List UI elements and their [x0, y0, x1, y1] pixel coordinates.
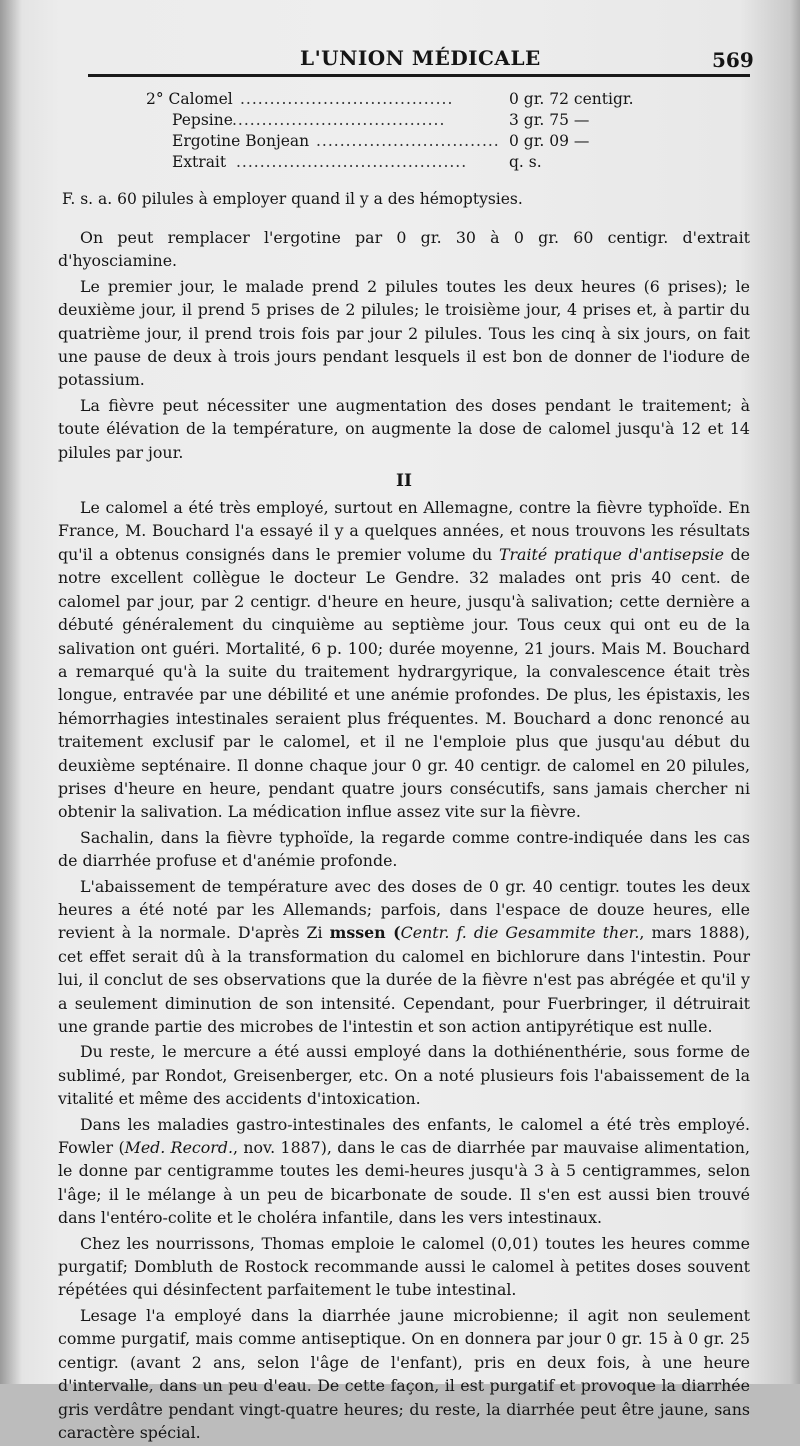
paragraph-text: L'abaissement de température avec des doses de 0 gr. 40 centigr. toutes les deux heures a été noté par les Allemands; parfois, dans l'espace de douze heures, elle revient à la normale. D'après Zi: [58, 876, 750, 943]
paragraph-text: Le calomel a été très employé, surtout en Allemagne, contre la fièvre typhoïde. En France, M. Bouchard l'a essayé il y a quelques années, et nous trouvons les résultats qu'il a obtenus consignés dans le premier volume du: [58, 498, 750, 564]
leader-dots: ...............................: [316, 132, 500, 150]
paragraph: [58, 1113, 750, 1230]
prescription: [0, 90, 800, 174]
prescription-line: [0, 90, 800, 111]
prescription-quantity: q. s.: [509, 153, 542, 171]
journal-reference: Med. Record.: [124, 1138, 233, 1158]
leader-dots: .......................................: [236, 153, 468, 171]
prescription-line: [0, 132, 800, 153]
prescription-item-name: Pepsine: [172, 111, 233, 129]
paragraph-text: Dans les maladies gastro-intestinales des enfants, le calomel a été très employé. Fowler (: [58, 1114, 750, 1158]
leader-dots: ....................................: [232, 111, 446, 129]
article-body: [58, 226, 750, 1446]
paragraph: Le premier jour, le malade prend 2 pilules toutes les deux heures (6 prises); le deuxième jour, il prend 5 prises de 2 pilules; le troisième jour, 4 prises et, à partir du quatrième jour, il prend trois fois par jour 2 pilules. Tous les cinq à six jours, on fait une pause de deux à trois jours pendant lesquels il est bon de donner de l'iodure de potassium.: [58, 276, 750, 390]
prescription-quantity: 0 gr. 09 —: [509, 132, 590, 150]
paragraph: [58, 496, 750, 824]
paragraph: Sachalin, dans la fièvre typhoïde, la regarde comme contre-indiquée dans les cas de diarrhée profuse et d'anémie profonde.: [58, 827, 750, 871]
prescription-item-name: Extrait: [172, 153, 227, 171]
paragraph: Lesage l'a employé dans la diarrhée jaune microbienne; il agit non seulement comme purgatif, mais comme antiseptique. On en donnera par jour 0 gr. 15 à 0 gr. 25 centigr. (avant 2 ans, selon l'âge de l'enfant), pris en deux fois, à une heure d'intervalle, dans un peu d'eau. De cette façon, il est purgatif et provoque la diarrhée gris verdâtre pendant vingt-quatre heures; du reste, la diarrhée peut être jaune, sans caractère spécial.: [58, 1305, 750, 1442]
prescription-line: [0, 153, 800, 174]
prescription-quantity: 3 gr. 75 —: [509, 111, 590, 129]
paragraph: Chez les nourrissons, Thomas emploie le calomel (0,01) toutes les heures comme purgatif; Dombluth de Rostock recommande aussi le calomel à petites doses souvent répétées qui désinfectent parfaitement le tube intestinal.: [58, 1233, 750, 1300]
journal-reference: Centr. f. die Gesammite ther.: [400, 923, 640, 943]
paragraph: Du reste, le mercure a été aussi employé dans la dothiénenthérie, sous forme de sublimé, par Rondot, Greisenberger, etc. On a noté plusieurs fois l'abaissement de la vitalité et même des accidents d'intoxication.: [58, 1042, 750, 1109]
paragraph-text: mssen (: [329, 923, 401, 943]
prescription-instruction: F. s. a. 60 pilules à employer quand il y a des hémoptysies.: [62, 190, 523, 208]
prescription-item-name: 2° Calomel: [146, 90, 233, 108]
section-heading: II: [396, 471, 412, 492]
page-number: 569: [712, 48, 754, 72]
prescription-quantity: 0 gr. 72 centigr.: [509, 90, 634, 108]
paragraph: On peut remplacer l'ergotine par 0 gr. 30 à 0 gr. 60 centigr. d'extrait d'hyosciamine.: [58, 228, 750, 271]
prescription-item-name: Ergotine Bonjean: [172, 132, 310, 150]
page-header: [0, 40, 800, 76]
paragraph: La fièvre peut nécessiter une augmentation des doses pendant le traitement; à toute élévation de la température, on augmente la dose de calomel jusqu'à 12 et 14 pilules par jour.: [58, 395, 750, 462]
header-rule: [88, 74, 750, 77]
prescription-line: [0, 111, 800, 132]
paragraph-text: [323, 923, 330, 942]
paragraph-text: , nov. 1887), dans le cas de diarrhée par mauvaise alimentation, le donne par centigramme toutes les demi-heures jusqu'à 3 à 5 centigrammes, selon l'âge; il le mélange à un peu de bicarbonate de soude. Il s'en est aussi bien trouvé dans l'entéro-colite et le choléra infantile, dans les vers intestinaux.: [58, 1138, 750, 1228]
book-title: Traité pratique d'antisepsie: [498, 544, 724, 564]
paragraph-text: , mars 1888), cet effet serait dû à la transformation du calomel en bichlorure dans l'intestin. Pour lui, il conclut de ses observations que la durée de la fièvre n'est pas abrégée et qu'il y a seulement diminution de son intensité. Cependant, pour Fuerbringer, il détruirait une grande partie des microbes de l'intestin et son action antipyrétique est nulle.: [58, 923, 750, 1036]
paragraph: [58, 875, 750, 1039]
paragraph-text: de notre excellent collègue le docteur Le Gendre. 32 malades ont pris 40 cent. de calomel par jour, par 2 centigr. d'heure en heure, jusqu'à salivation; cette dernière a débuté généralement du cinquième au septième jour. Tous ceux qui ont eu de la salivation ont guéri. Mortalité, 6 p. 100; durée moyenne, 21 jours. Mais M. Bouchard a remarqué qu'à la suite du traitement hydrargyrique, la convalescence était très longue, entravée par une débilité et une anémie profondes. De plus, les épistaxis, les hémorrhagies intestinales seraient plus fréquentes. M. Bouchard a donc renoncé au traitement exclusif par le calomel, et il ne l'emploie plus que jusqu'au début du deuxième septénaire. Il donne chaque jour 0 gr. 40 centigr. de calomel en 20 pilules, prises d'heure en heure, pendant quatre jours consécutifs, sans jamais chercher ni obtenir la salivation. La médication influe assez vite sur la fièvre.: [58, 544, 751, 822]
leader-dots: ....................................: [240, 90, 454, 108]
journal-title: L'UNION MÉDICALE: [300, 46, 541, 70]
